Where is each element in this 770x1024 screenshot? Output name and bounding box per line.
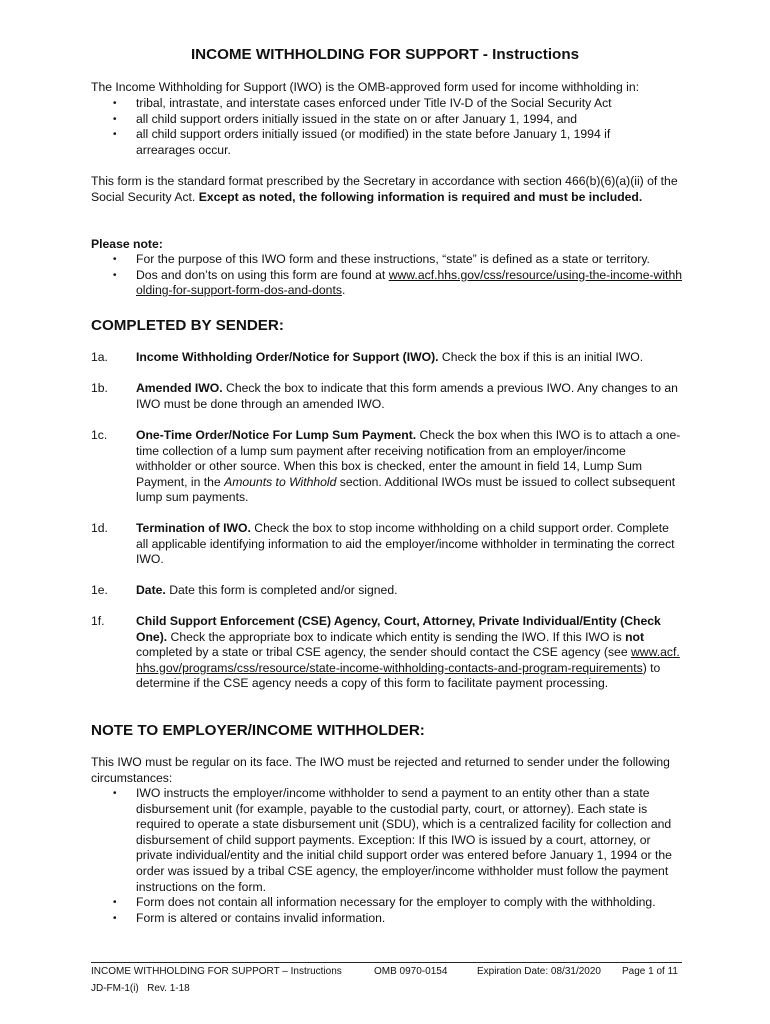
bullet-icon: •	[113, 113, 117, 125]
item-title: Child Support Enforcement (CSE) Agency, Court, Attorney, Private Individual/Entity (Check One).	[136, 614, 661, 644]
item-title: Income Withholding Order/Notice for Support (IWO).	[136, 350, 439, 364]
bullet-icon: •	[113, 897, 117, 909]
item-1d: Termination of IWO. Check the box to stop income withholding on a child support order. Complete all applicable identifying information to aid the employer/income withholder in terminating the correct IWO.	[136, 521, 675, 567]
item-number: 1c.	[91, 428, 108, 442]
dos-and-donts-link[interactable]: www.acf.hhs.gov/css/resource/using-the-income-withholding-for-support-form-dos-and-donts	[136, 267, 682, 298]
footer-form-name: INCOME WITHHOLDING FOR SUPPORT – Instructions	[91, 966, 342, 977]
item-number: 1e.	[91, 583, 108, 597]
state-contacts-link[interactable]: www.acf.hhs.gov/programs/css/resource/state-income-withholding-contacts-and-program-requirements	[136, 645, 680, 675]
please-note-list	[91, 252, 683, 299]
item-title: Date.	[136, 583, 166, 597]
bullet-icon: •	[113, 98, 117, 109]
list-item: • Form is altered or contains invalid information.	[113, 910, 386, 925]
item-number: 1b.	[91, 381, 108, 395]
standard-format-text: This form is the standard format prescribed by the Secretary in accordance with section 466(b)(6)(a)(ii) of the Social Security Act.	[91, 174, 678, 204]
required-info-note: Except as noted, the following information is required and must be included.	[198, 189, 643, 204]
item-number: 1f.	[91, 614, 105, 628]
standard-format-paragraph	[91, 174, 683, 205]
bullet-icon: •	[113, 254, 117, 265]
footer-divider	[91, 962, 682, 963]
sender-section-heading: COMPLETED BY SENDER:	[91, 317, 284, 334]
bullet-icon: •	[113, 788, 117, 799]
employer-section-heading: NOTE TO EMPLOYER/INCOME WITHHOLDER:	[91, 722, 425, 739]
list-item: • all child support orders initially issued (or modified) in the state before January 1, 1994 if arrearages occur.	[113, 127, 611, 157]
page-title: INCOME WITHHOLDING FOR SUPPORT - Instructions	[190, 46, 580, 63]
bullet-icon: •	[113, 129, 117, 141]
bullet-icon: •	[113, 912, 117, 924]
list-item: • For the purpose of this IWO form and these instructions, “state” is defined as a state or territory.	[113, 252, 650, 266]
employer-intro-text: This IWO must be regular on its face. The IWO must be rejected and returned to sender under the following circumstances:	[91, 755, 670, 785]
list-item: • IWO instructs the employer/income withholder to send a payment to an entity other than a state disbursement unit (for example, payable to the custodial party, court, or attorney). Each state is required to operate a state disbursement unit (SDU), which is a centralized facility for collection and disbursement of child support payments. Exception: If this IWO is issued by a court, attorney, or private individual/entity and the initial child support order was entered before January 1, 1994 or the order was issued by a tribal CSE agency, the employer/income withholder must follow the payment instructions on the form.	[113, 786, 672, 894]
item-title: Amended IWO.	[136, 381, 223, 395]
footer-page-number: Page 1 of 11	[622, 966, 678, 977]
list-item: • all child support orders initially issued in the state on or after January 1, 1994, and	[113, 111, 578, 126]
item-title: Termination of IWO.	[136, 521, 251, 535]
intro-text: The Income Withholding for Support (IWO) is the OMB-approved form used for income withholding in:	[91, 80, 639, 94]
item-number: 1d.	[91, 521, 108, 535]
list-item: • tribal, intrastate, and interstate cases enforced under Title IV-D of the Social Security Act	[113, 96, 612, 110]
bullet-icon: •	[113, 269, 117, 281]
item-1e: Date. Date this form is completed and/or signed.	[136, 583, 398, 597]
item-1c: One-Time Order/Notice For Lump Sum Payment. Check the box when this IWO is to attach a one-time collection of a lump sum payment after receiving notification from an employer/income withholder or other source. When this box is checked, enter the amount in field 14, Lump Sum Payment, in the Amounts to Withhold section. Additional IWOs must be issued to collect subsequent lump sum payments.	[136, 428, 681, 505]
item-title: One-Time Order/Notice For Lump Sum Payment.	[136, 428, 417, 442]
rejection-reasons-list	[91, 786, 683, 926]
list-item: • Dos and don’ts on using this form are found at www.acf.hhs.gov/css/resource/using-the-income-withholding-for-support-form-dos-and-donts.	[113, 267, 682, 298]
item-1a: Income Withholding Order/Notice for Support (IWO). Check the box if this is an initial IWO.	[136, 350, 644, 364]
please-note-heading: Please note:	[91, 237, 163, 251]
footer-form-code: JD-FM-1(i) Rev. 1-18	[91, 983, 190, 994]
item-number: 1a.	[91, 350, 108, 364]
intro-bullet-list	[91, 96, 683, 158]
item-1f: Child Support Enforcement (CSE) Agency, Court, Attorney, Private Individual/Entity (Check One). Check the appropriate box to indicate which entity is sending the IWO. If this IWO is not completed by a state or tribal CSE agency, the sender should contact the CSE agency (see www.acf.hhs.gov/programs/css/resource/state-income-withholding-contacts-and-program-requirements) to determine if the CSE agency needs a copy of this form to facilitate payment processing.	[136, 614, 680, 691]
item-1b: Amended IWO. Check the box to indicate that this form amends a previous IWO. Any changes to an IWO must be done through an amended IWO.	[136, 381, 678, 411]
list-item: • Form does not contain all information necessary for the employer to comply with the withholding.	[113, 895, 656, 910]
footer-expiration-date: Expiration Date: 08/31/2020	[477, 966, 601, 977]
footer-omb-number: OMB 0970-0154	[374, 966, 448, 977]
